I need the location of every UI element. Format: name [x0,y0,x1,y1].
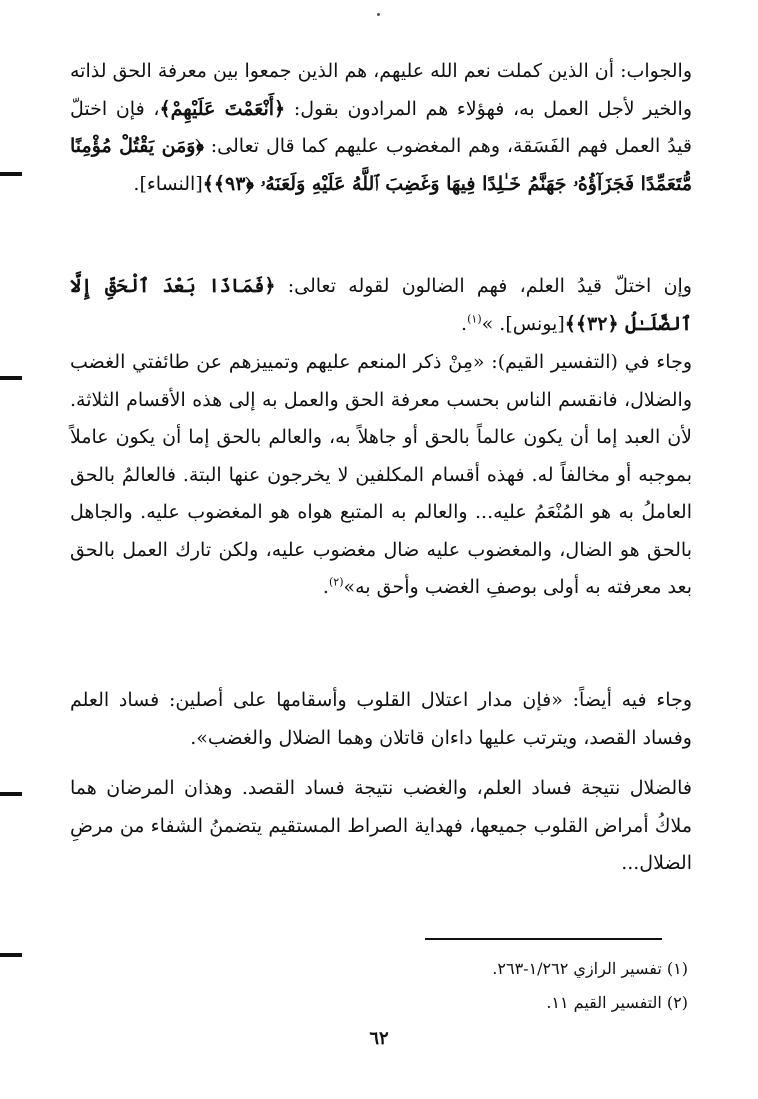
paragraph-text: وجاء فيه أيضاً: «فإن مدار اعتلال القلوب وأسقامها على أصلين: فساد العلم وفساد القصد، ويترتب عليها داءان قاتلان وهما الضلال والغضب». [70,689,692,749]
footnote-ref: (١) [467,312,482,326]
footnote-item: (٢) التفسير القيم ١١. [546,993,688,1012]
surah-reference: [يونس]. » [481,312,565,335]
footnote-divider [425,938,662,940]
paragraph-text: فالضلال نتيجة فساد العلم، والغضب نتيجة فساد القصد. وهذان المرضان هما ملاكُ أمراض القلوب جميعها، فهداية الصراط المستقيم يتضمنُ الشفاء من مرضِ الضلال... [70,777,692,874]
footnotes [200,952,688,1020]
paragraph-hearts [70,682,692,757]
page-number: ٦٢ [369,1028,389,1049]
quran-verse: ﴿أَنْعَمْتَ عَلَيْهِمْ﴾ [159,97,286,120]
paragraph-text: وإن اختلّ قيدُ العلم، فهم الضالون لقوله تعالى: [275,275,692,297]
punctuation: . [322,576,329,598]
quran-verse: ﴿فَمَاذَا بَعْدَ ٱلْحَقِّ إِلَّا ٱلضَّلَـٰلُ ﴿٣٢﴾﴾ [70,275,692,335]
footnote-item: (١) تفسير الرازي ١/٢٦٢-٢٦٣. [492,959,688,978]
paragraph-tafsir-qayyim [70,344,692,607]
paragraph-misguided [70,268,692,343]
paragraph-answer [70,53,692,203]
footnote-ref: (٢) [328,575,344,589]
margin-mark [0,792,22,796]
paragraph-text: وجاء في (التفسير القيم): «مِنْ ذكر المنعم عليهم وتمييزهم عن طائفتي الغضب والضلال، فانقسم الناس بحسب معرفة الحق والعمل به إلى هذه الأقسام الثلاثة. لأن العبد إما أن يكون عالماً بالحق أو جاهلاً به، والعالم بالحق إما أن يكون عاملاً بموجبه أو مخالفاً له. فهذه أقسام المكلفين لا يخرجون عنها البتة. فالعالمُ بالحق العاملُ به هو المُنْعَمُ عليه... والعالم به المتبع هواه هو المغضوب عليه. والجاهل بالحق هو الضال، والمغضوب عليه ضال مغضوب عليه، ولكن تارك العمل بالحق بعد معرفته به أولى بوصفِ الغضب وأحق به» [70,351,692,598]
paragraph-conclusion [70,770,692,883]
margin-mark [0,172,22,176]
paragraph-text: ، فإن اختلّ قيدُ العمل فهم الفَسَقة، وهم المغضوب عليهم كما قال تعالى: [70,97,692,157]
margin-mark [0,953,22,957]
margin-mark [0,376,22,380]
surah-reference: [النساء]. [133,172,203,195]
punctuation: . [461,312,468,335]
paragraph-text: والجواب: أن الذين كملت نعم الله عليهم، هم الذين جمعوا بين معرفة الحق لذاته والخير لأجل العمل به، فهؤلاء هم المرادون بقول: [70,60,692,120]
quran-verse: ﴿وَمَن يَقْتُلْ مُؤْمِنًا مُّتَعَمِّدًا فَجَزَآؤُهُۥ جَهَنَّمُ خَـٰلِدًا فِيهَا وَغَضِبَ ٱللَّهُ عَلَيْهِ وَلَعَنَهُۥ ﴿٩٣﴾﴾ [70,135,692,195]
scan-speck [377,13,380,16]
